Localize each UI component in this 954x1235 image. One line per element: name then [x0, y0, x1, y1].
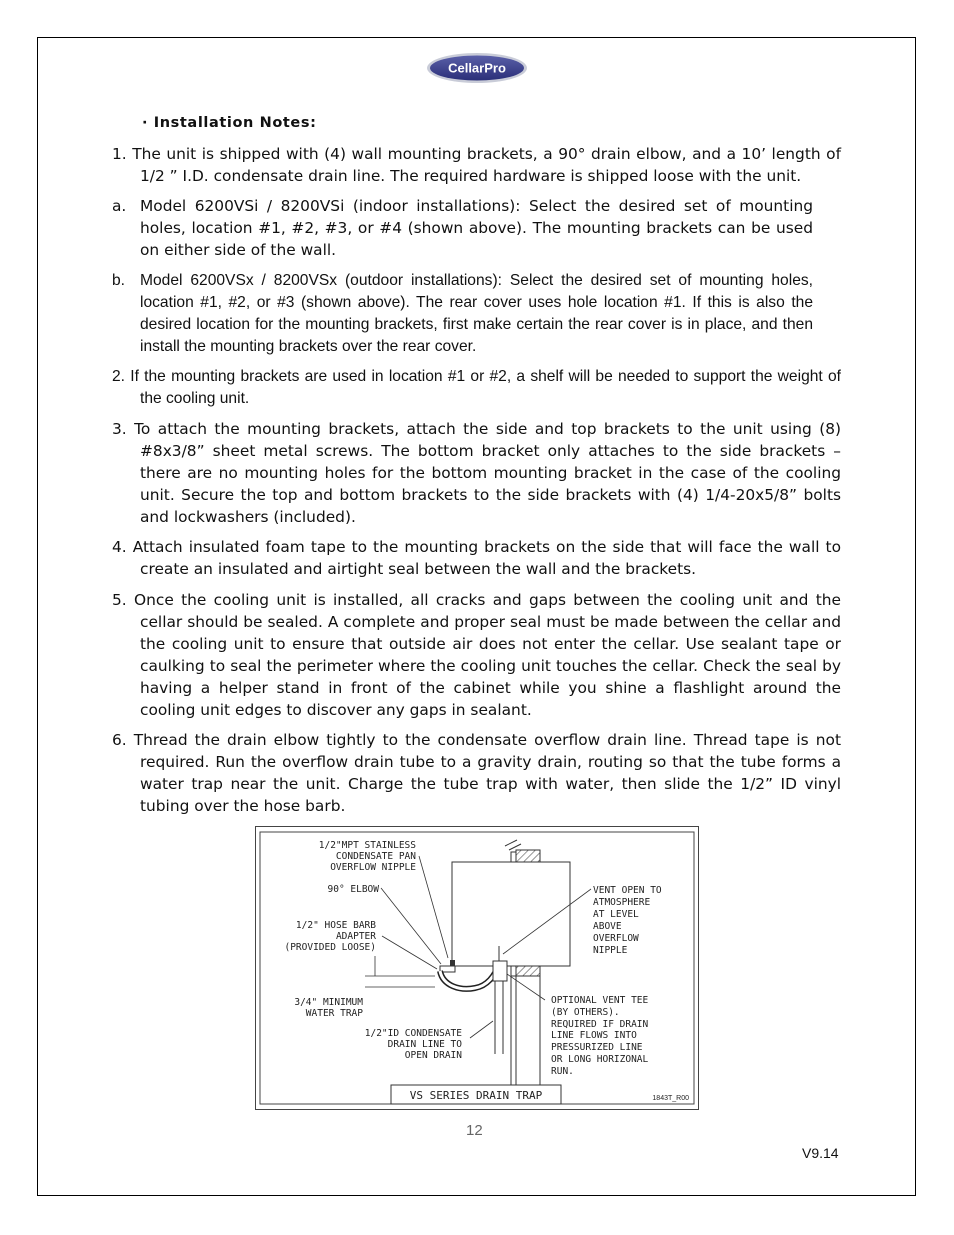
label-tee-line-6: OR LONG HORIZONAL: [551, 1054, 649, 1065]
page-number: 12: [466, 1122, 483, 1139]
label-vent-line-2: ATMOSPHERE: [593, 897, 651, 908]
note-text: 5. Once the cooling unit is installed, all cracks and gaps between the cooling unit and the cellar should be sealed. A complete and proper seal must be made between the cellar and the cooling unit to ensure that outside air does not enter the cellar. Use sealant tape or caulking to seal the perimeter where the cooling unit touches the cellar. Check the seal by having a helper stand in front of the cabinet while you shine a flashlight around the cooling unit edges to discover any gaps in sealant.: [112, 591, 841, 720]
note-text: 4. Attach insulated foam tape to the mounting brackets on the side that will face the wall to create an insulated and airtight seal between the wall and the brackets.: [112, 538, 841, 579]
label-tee-line-4: LINE FLOWS INTO: [551, 1030, 637, 1041]
note-4: [112, 536, 841, 580]
label-vent-line-5: OVERFLOW: [593, 933, 639, 944]
label-barb-line-2: ADAPTER: [335, 931, 376, 942]
note-marker: a.: [112, 197, 127, 215]
note-text: 1. The unit is shipped with (4) wall mounting brackets, a 90° drain elbow, and a 10’ length of 1/2 ” I.D. condensate drain line. The required hardware is shipped loose with the unit.: [112, 145, 841, 186]
label-drain-line-1: 1/2"ID CONDENSATE: [364, 1028, 462, 1039]
label-tee-line-2: (BY OTHERS).: [551, 1007, 620, 1018]
note-text: Model 6200VSx / 8200VSx (outdoor installations): Select the desired set of mounting holes, location #1, #2, or #3 (shown above). The rear cover uses hole location #1. If this is also the desired location for the mounting brackets, first make certain the rear cover is in place, and then install the mounting brackets over the rear cover.: [140, 272, 813, 356]
drain-trap-diagram: [255, 826, 699, 1110]
label-elbow: 90° ELBOW: [327, 884, 379, 895]
note-2: [112, 366, 841, 410]
note-text: 2. If the mounting brackets are used in location #1 or #2, a shelf will be needed to support the weight of the cooling unit.: [112, 368, 841, 408]
label-drain-line-3: OPEN DRAIN: [404, 1050, 462, 1061]
label-trap-line-2: WATER TRAP: [305, 1008, 363, 1019]
label-mpt-line-2: CONDENSATE PAN: [335, 851, 416, 862]
label-vent-line-3: AT LEVEL: [593, 909, 639, 920]
label-barb-line-3: (PROVIDED LOOSE): [284, 942, 376, 953]
note-text: 6. Thread the drain elbow tightly to the condensate overflow drain line. Thread tape is not required. Run the overflow drain tube to a gravity drain, routing so that the tube forms a water trap near the unit. Charge the tube trap with water, then slide the 1/2” ID vinyl tubing over the hose barb.: [112, 731, 841, 816]
label-barb-line-1: 1/2" HOSE BARB: [295, 920, 376, 931]
note-3: [112, 418, 841, 528]
note-text: Model 6200VSi / 8200VSi (indoor installations): Select the desired set of mounting holes, location #1, #2, #3, or #4 (shown above). The mounting brackets can be used on either side of the wall.: [140, 197, 813, 260]
note-b: [112, 270, 813, 358]
label-trap-line-1: 3/4" MINIMUM: [294, 997, 363, 1008]
logo-text: CellarPro: [448, 60, 506, 76]
label-mpt-line-1: 1/2"MPT STAINLESS: [318, 840, 416, 851]
label-drain-line-2: DRAIN LINE TO: [387, 1039, 462, 1050]
label-mpt-line-3: OVERFLOW NIPPLE: [330, 862, 416, 873]
note-text: 3. To attach the mounting brackets, attach the side and top brackets to the unit using (8) #8x3/8” sheet metal screws. The bottom bracket only attaches to the side brackets – there are no mounting holes for the bottom mounting bracket in the case of the cooling unit. Secure the top and bottom brackets to the side brackets with (4) 1/4-20x5/8” bolts and lockwashers (included).: [112, 420, 841, 527]
cellarpro-logo: [426, 52, 528, 84]
section-heading: · Installation Notes:: [142, 115, 317, 131]
note-6: [112, 729, 841, 817]
diagram-title: VS SERIES DRAIN TRAP: [409, 1089, 543, 1102]
note-1: [112, 143, 841, 187]
label-tee-line-3: REQUIRED IF DRAIN: [551, 1019, 649, 1030]
note-marker: b.: [112, 272, 126, 289]
label-tee-line-7: RUN.: [551, 1066, 574, 1077]
label-tee-line-1: OPTIONAL VENT TEE: [551, 995, 649, 1006]
version-label: V9.14: [802, 1145, 839, 1161]
label-tee-line-5: PRESSURIZED LINE: [551, 1042, 643, 1053]
label-vent-line-6: NIPPLE: [593, 945, 628, 956]
label-vent-line-4: ABOVE: [593, 921, 622, 932]
diagram-code: 1843T_R00: [652, 1095, 689, 1102]
label-vent-line-1: VENT OPEN TO: [593, 885, 662, 896]
note-a: [112, 195, 813, 261]
note-5: [112, 589, 841, 722]
